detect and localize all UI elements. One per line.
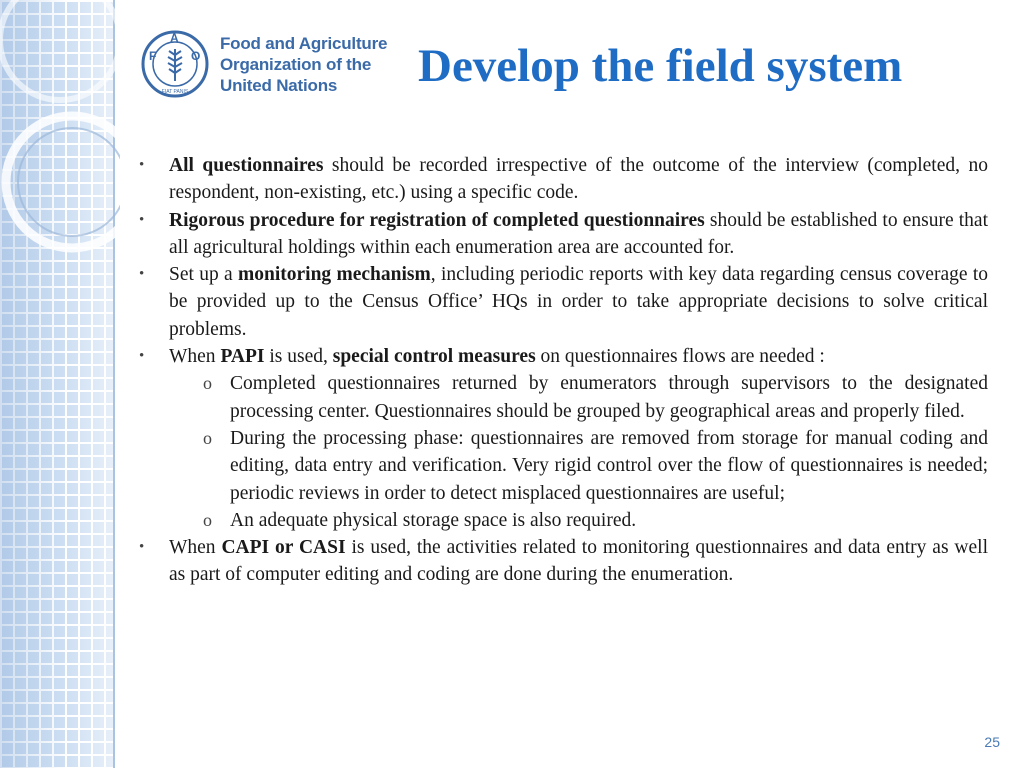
bullet-item (134, 343, 988, 370)
bullet-text: is used, the activities related to monitoring questionnaires and data entry as well as part of computer editing and coding are done during the enumeration. (169, 537, 988, 586)
bullet-item (134, 261, 988, 343)
emblem-letter-f: F (149, 49, 157, 63)
organization-name (220, 33, 387, 96)
bullet-text: on questionnaires flows are needed : (535, 346, 825, 368)
fao-emblem-icon (140, 29, 210, 99)
bullet-bold-text: special control measures (332, 346, 536, 368)
bullet-text: should be recorded irrespective of the outcome of the interview (completed, no respondent, non-existing, etc.) using a specific code. (169, 155, 988, 204)
sub-bullet-item: o Completed questionnaires returned by enumerators through supervisors to the designated processing center. Questionnaires should be grouped by geographical areas and properly filed. (196, 370, 988, 425)
bullet-list (134, 152, 988, 589)
bullet-text: When (169, 346, 221, 368)
bullet-text: , including periodic reports with key data regarding census coverage to be provided up to the Census Office’ HQs in order to take appropriate decisions to solve critical problems. (169, 264, 988, 340)
bullet-item (134, 207, 988, 262)
sub-bullet-item: o An adequate physical storage space is also required. (196, 507, 988, 534)
fao-logo (140, 26, 390, 102)
org-name-line-3: United Nations (220, 75, 338, 95)
bullet-text: Set up a (169, 264, 239, 286)
slide-title: Develop the field system (418, 40, 903, 92)
bullet-bold-text: PAPI (220, 346, 265, 368)
bullet-bold-text: monitoring mechanism (238, 264, 431, 286)
bullet-bold-text: All questionnaires (169, 155, 324, 176)
emblem-motto: FIAT PANIS (161, 89, 189, 95)
bullet-bold-text: CAPI or CASI (221, 537, 346, 559)
emblem-letter-a: A (170, 31, 179, 45)
bullet-item (134, 534, 988, 589)
slide-content (134, 152, 988, 589)
org-name-line-1: Food and Agriculture (220, 33, 388, 53)
bullet-text: When (169, 537, 222, 559)
decorative-circles (0, 0, 120, 330)
bullet-text: is used, (264, 346, 333, 368)
emblem-letter-o: O (191, 49, 201, 63)
bullet-bold-text: Rigorous procedure for registration of completed questionnaires (169, 209, 705, 231)
page-number: 25 (984, 734, 1000, 750)
bullet-item (134, 152, 988, 207)
sub-bullet-item: o During the processing phase: questionnaires are removed from storage for manual coding and editing, data entry and verification. Very rigid control over the flow of questionnaires is needed; periodic reviews in order to detect misplaced questionnaires are useful; (196, 425, 988, 507)
org-name-line-2: Organization of the (220, 54, 372, 74)
bullet-text: should be established to ensure that all agricultural holdings within each enumeration area are accounted for. (169, 209, 989, 258)
